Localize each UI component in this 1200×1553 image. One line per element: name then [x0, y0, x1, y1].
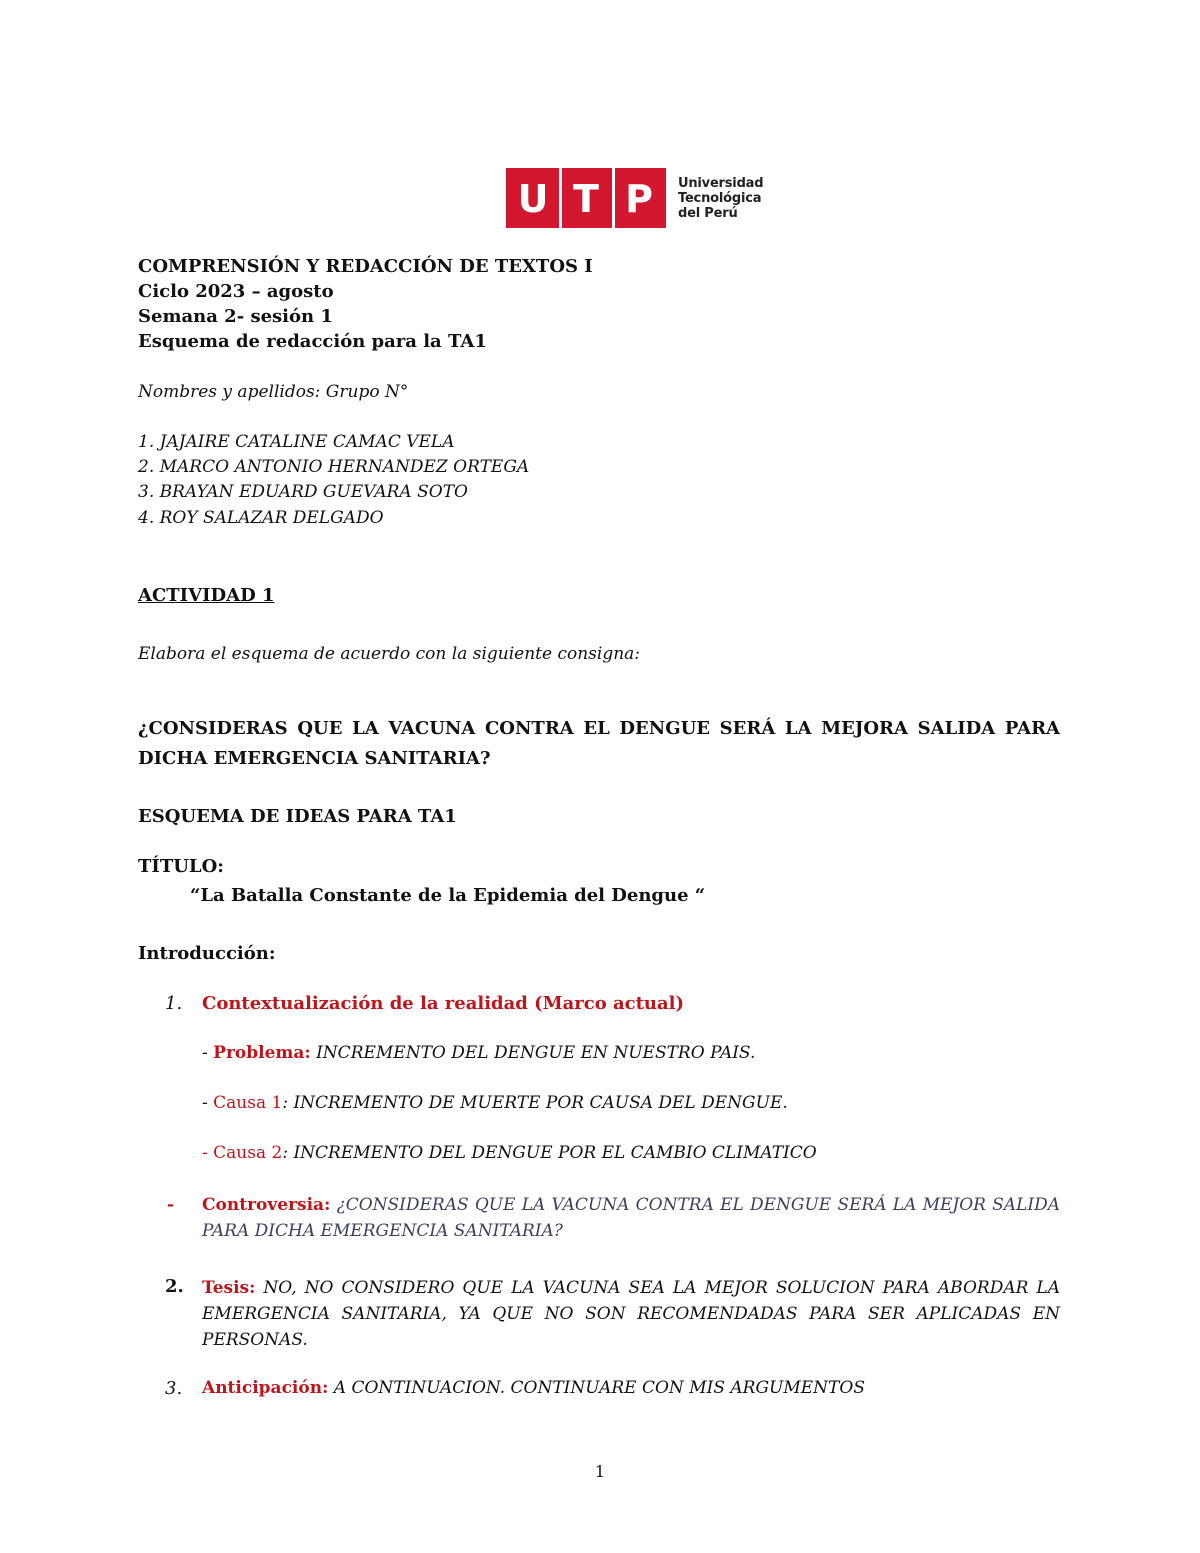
logo-letter-t: T — [573, 177, 599, 221]
cause-2-text: : INCREMENTO DEL DENGUE POR EL CAMBIO CLIMATICO — [282, 1143, 817, 1163]
problem-line — [202, 1043, 755, 1063]
activity-instruction: Elabora el esquema de acuerdo con la siguiente consigna: — [138, 644, 641, 664]
thesis-text: NO, NO CONSIDERO QUE LA VACUNA SEA LA MEJOR SOLUCION PARA ABORDAR LA EMERGENCIA SANITARIA, YA QUE NO SON RECOMENDADAS PARA SER APLICADAS EN PERSONAS. — [202, 1278, 1060, 1350]
cycle-line: Ciclo 2023 – agosto — [138, 281, 334, 302]
member-item: 1. JAJAIRE CATALINE CAMAC VELA — [138, 432, 455, 452]
anticipation-text: A CONTINUACION. CONTINUARE CON MIS ARGUMENTOS — [328, 1378, 865, 1398]
cause-1-label: Causa 1 — [213, 1093, 283, 1113]
thesis-label: Tesis: — [202, 1278, 256, 1298]
cause-1-line — [202, 1093, 788, 1113]
logo-letter-p: P — [625, 177, 653, 221]
week-line: Semana 2- sesión 1 — [138, 306, 333, 327]
anticipation-line — [202, 1378, 865, 1398]
logo-university-name — [678, 176, 763, 221]
utp-logo — [506, 168, 666, 228]
title-label: TÍTULO: — [138, 856, 224, 877]
scheme-subtitle: Esquema de redacción para la TA1 — [138, 331, 487, 352]
cause-2-label: - Causa 2 — [202, 1143, 283, 1163]
course-title: COMPRENSIÓN Y REDACCIÓN DE TEXTOS I — [138, 256, 593, 277]
activity-question: ¿CONSIDERAS QUE LA VACUNA CONTRA EL DENGUE SERÁ LA MEJORA SALIDA PARA DICHA EMERGENCIA SANITARIA? — [138, 718, 1060, 769]
cause-2-line — [202, 1143, 817, 1163]
item-number: 3. — [165, 1378, 183, 1399]
scheme-heading: ESQUEMA DE IDEAS PARA TA1 — [138, 806, 457, 827]
page-number: 1 — [594, 1462, 606, 1481]
logo-letter-u: U — [517, 177, 549, 221]
controversy-paragraph — [202, 1192, 1060, 1244]
member-item: 3. BRAYAN EDUARD GUEVARA SOTO — [138, 482, 468, 502]
intro-label: Introducción: — [138, 943, 276, 964]
logo-name-line: Tecnológica — [678, 191, 762, 206]
logo-name-line: del Perú — [678, 206, 738, 221]
context-heading: Contextualización de la realidad (Marco actual) — [202, 993, 685, 1014]
group-label: Nombres y apellidos: Grupo N° — [138, 382, 409, 402]
problem-label: Problema: — [213, 1043, 311, 1063]
controversy-label: Controversia: — [202, 1195, 331, 1215]
thesis-paragraph — [202, 1275, 1060, 1353]
activity-title: ACTIVIDAD 1 — [138, 585, 275, 606]
logo-name-line: Universidad — [678, 176, 764, 191]
item-number: 1. — [165, 993, 183, 1014]
problem-text: INCREMENTO DEL DENGUE EN NUESTRO PAIS. — [310, 1043, 756, 1063]
member-item: 4. ROY SALAZAR DELGADO — [138, 508, 384, 528]
item-number: 2. — [165, 1276, 184, 1297]
anticipation-label: Anticipación: — [202, 1378, 329, 1398]
dash: - — [202, 1093, 214, 1113]
controversy-dash: - — [167, 1195, 175, 1215]
controversy-text: ¿CONSIDERAS QUE LA VACUNA CONTRA EL DENGUE SERÁ LA MEJOR SALIDA PARA DICHA EMERGENCIA SANITARIA? — [202, 1195, 1060, 1241]
cause-1-text: : INCREMENTO DE MUERTE POR CAUSA DEL DENGUE. — [282, 1093, 788, 1113]
utp-logo-mark — [506, 168, 666, 228]
title-value: “La Batalla Constante de la Epidemia del Dengue “ — [190, 885, 706, 906]
member-item: 2. MARCO ANTONIO HERNANDEZ ORTEGA — [138, 457, 530, 477]
dash: - — [202, 1043, 214, 1063]
